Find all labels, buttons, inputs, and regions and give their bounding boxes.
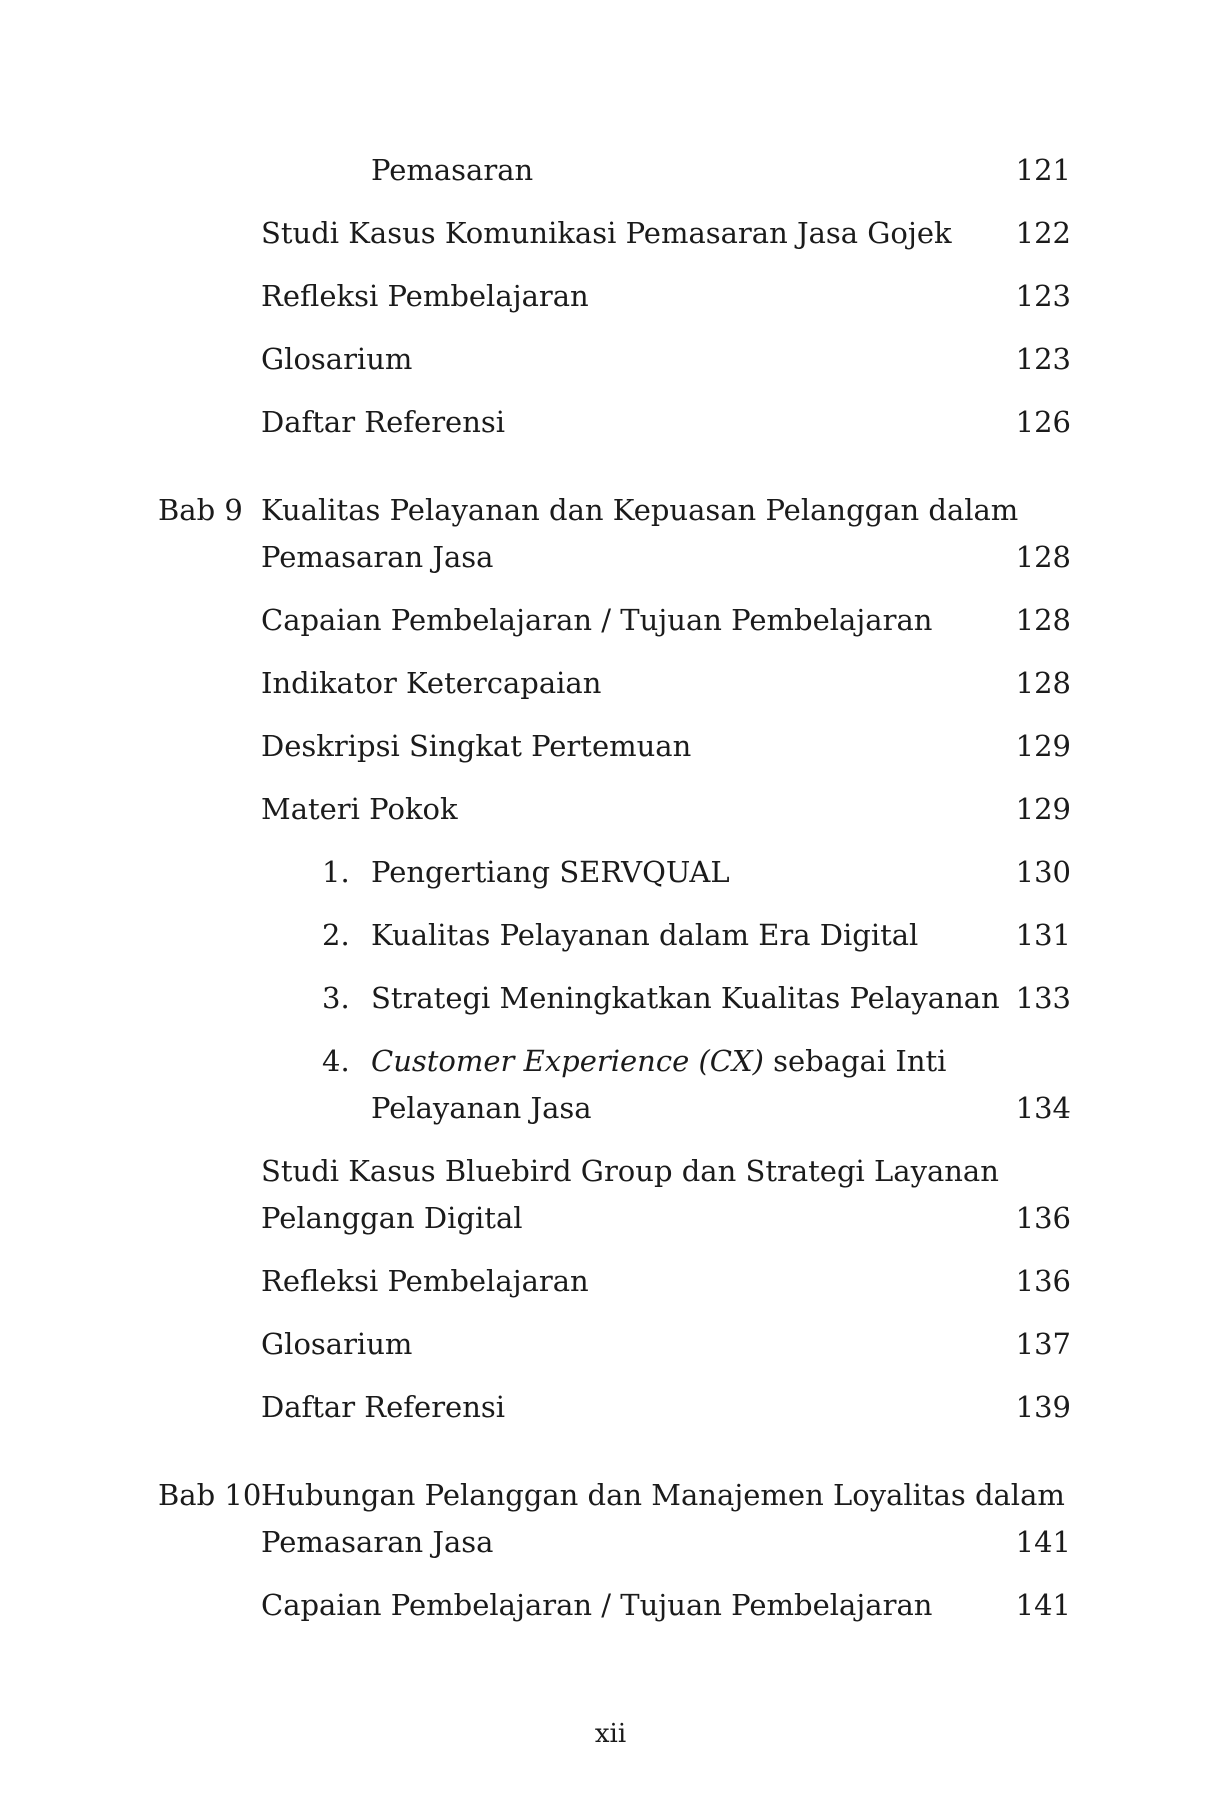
toc-page-number: 128	[1015, 603, 1071, 637]
subentry-title: Kualitas Pelayanan dalam Era Digital	[371, 918, 919, 952]
toc-page-number: 141	[1015, 1588, 1071, 1622]
subentry-title: Strategi Meningkatkan Kualitas Pelayanan	[371, 981, 1000, 1015]
page-folio: xii	[594, 1719, 627, 1749]
toc-entry-title: Capaian Pembelajaran / Tujuan Pembelajaran	[261, 603, 933, 637]
toc-page-number: 122	[1015, 216, 1071, 250]
toc-page-number: 130	[1015, 855, 1071, 889]
chapter-title-continued: Pemasaran Jasa	[261, 540, 494, 574]
subentry-number: 1.	[322, 855, 350, 889]
toc-entry-title: Materi Pokok	[261, 792, 458, 826]
toc-page-number: 128	[1015, 540, 1071, 574]
toc-entry-title: Pemasaran	[371, 153, 534, 187]
toc-page-number: 139	[1015, 1390, 1071, 1424]
toc-page-number: 136	[1015, 1201, 1071, 1235]
toc-page-number: 126	[1015, 405, 1071, 439]
toc-entry-title: Daftar Referensi	[261, 1390, 506, 1424]
subentry-number: 2.	[322, 918, 350, 952]
toc-entry-title: Daftar Referensi	[261, 405, 506, 439]
toc-entry-title: Indikator Ketercapaian	[261, 666, 602, 700]
toc-entry-title: Studi Kasus Komunikasi Pemasaran Jasa Gojek	[261, 216, 952, 250]
toc-entry-title: Deskripsi Singkat Pertemuan	[261, 729, 692, 763]
toc-entry-title: Refleksi Pembelajaran	[261, 1264, 589, 1298]
subentry-title	[371, 1041, 946, 1081]
toc-entry-title: Glosarium	[261, 342, 413, 376]
toc-page-number: 123	[1015, 279, 1071, 313]
toc-page-number: 133	[1015, 981, 1071, 1015]
toc-page-number: 134	[1015, 1091, 1071, 1125]
toc-entry-title: Refleksi Pembelajaran	[261, 279, 589, 313]
subentry-title-continued: Pelayanan Jasa	[371, 1091, 592, 1125]
subentry-number: 4.	[322, 1044, 350, 1078]
toc-entry-title: Capaian Pembelajaran / Tujuan Pembelajaran	[261, 1588, 933, 1622]
toc-page-number: 121	[1015, 153, 1071, 187]
subentry-title: Pengertiang SERVQUAL	[371, 855, 730, 889]
toc-page-number: 123	[1015, 342, 1071, 376]
toc-page-number: 129	[1015, 729, 1071, 763]
subentry-title-italic: Customer Experience (CX)	[371, 1044, 764, 1078]
subentry-title-rest: sebagai Inti	[763, 1044, 947, 1078]
toc-entry-title: Glosarium	[261, 1327, 413, 1361]
toc-entry-title-continued: Pelanggan Digital	[261, 1201, 523, 1235]
chapter-title-continued: Pemasaran Jasa	[261, 1525, 494, 1559]
toc-page-number: 137	[1015, 1327, 1071, 1361]
subentry-number: 3.	[322, 981, 350, 1015]
toc-page-number: 141	[1015, 1525, 1071, 1559]
toc-page-number: 131	[1015, 918, 1071, 952]
toc-page-number: 128	[1015, 666, 1071, 700]
toc-page-number: 129	[1015, 792, 1071, 826]
toc-entry-title: Studi Kasus Bluebird Group dan Strategi Layanan	[261, 1154, 999, 1188]
chapter-title: Kualitas Pelayanan dan Kepuasan Pelanggan dalam	[261, 493, 1019, 527]
chapter-title: Hubungan Pelanggan dan Manajemen Loyalitas dalam	[261, 1478, 1065, 1512]
toc-page-number: 136	[1015, 1264, 1071, 1298]
chapter-label: Bab 9	[158, 493, 243, 527]
chapter-label: Bab 10	[158, 1478, 262, 1512]
